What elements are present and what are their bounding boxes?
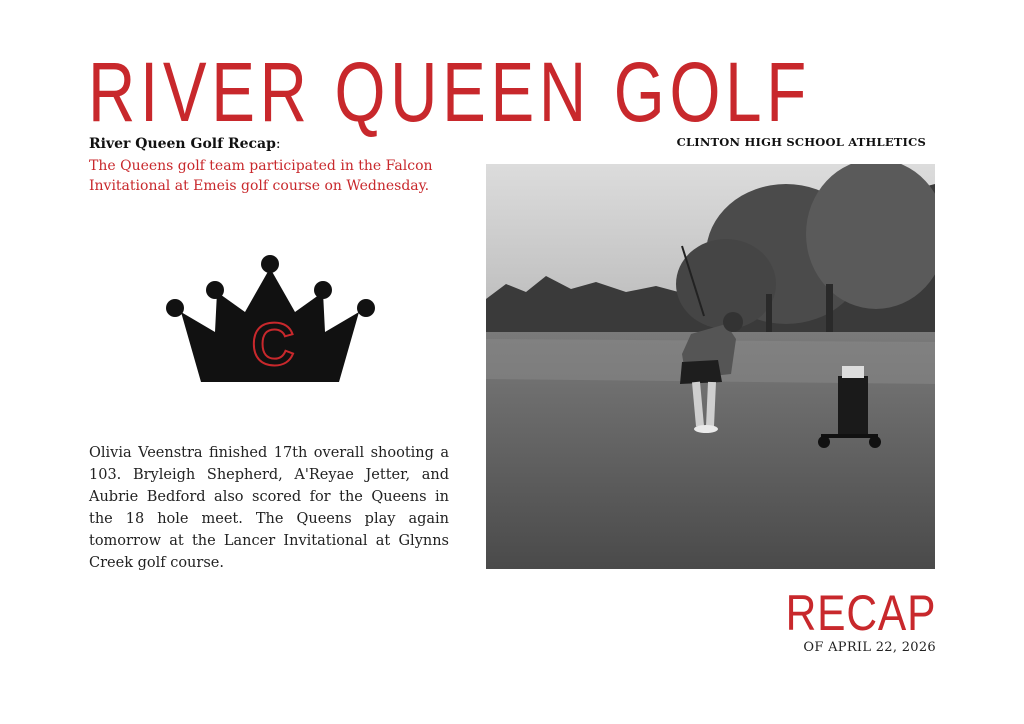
recap-heading: RECAP — [785, 585, 936, 641]
cart-wheel — [818, 436, 830, 448]
golf-photo-illustration — [486, 164, 935, 569]
article-heading — [89, 136, 281, 152]
article-heading-text: River Queen Golf Recap — [89, 136, 276, 152]
crown-jewel — [206, 281, 224, 299]
golf-photo — [486, 164, 935, 569]
page-title: RIVER QUEEN GOLF — [88, 45, 811, 139]
article-intro: The Queens golf team participated in the Falcon Invitational at Emeis golf course on Wednesday. — [89, 158, 433, 194]
crown-jewel — [314, 281, 332, 299]
crown-letter: C — [251, 311, 295, 378]
golfer-head — [723, 312, 743, 332]
crown-jewel — [357, 299, 375, 317]
cart-wheel — [869, 436, 881, 448]
organization-label: CLINTON HIGH SCHOOL ATHLETICS — [676, 135, 926, 149]
golfer-leg — [710, 382, 712, 426]
heading-colon: : — [275, 136, 281, 152]
crown-logo-icon — [163, 252, 377, 386]
crown-jewel — [261, 255, 279, 273]
golf-bag — [838, 376, 868, 434]
golfer-skirt — [680, 360, 722, 384]
recap-date: OF APRIL 22, 2026 — [803, 640, 936, 655]
crown-jewel — [166, 299, 184, 317]
golfer-leg — [696, 382, 700, 426]
bag-clubs — [842, 366, 864, 378]
golfer-shoe — [694, 425, 718, 433]
article-body: Olivia Veenstra finished 17th overall shooting a 103. Bryleigh Shepherd, A'Reyae Jetter, and Aubrie Bedford also scored for the Queens in the 18 hole meet. The Queens play again tomorrow at the Lancer Invitational at Glynns Creek golf course. — [89, 445, 449, 571]
